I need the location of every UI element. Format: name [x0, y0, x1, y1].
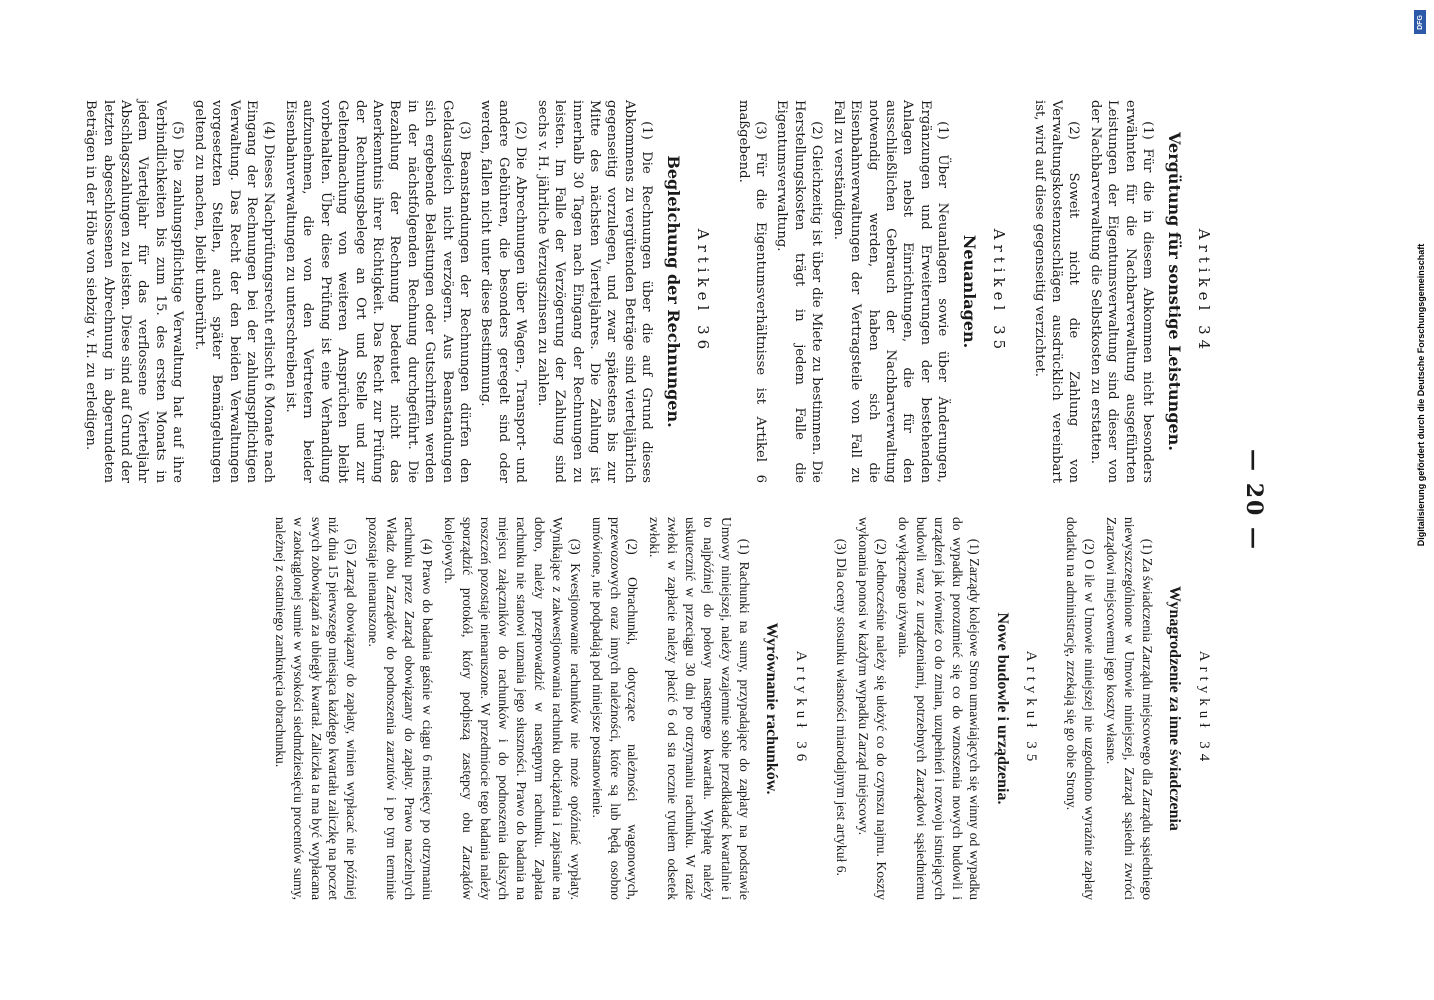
rotated-page-content: [83, 70, 1307, 930]
article-title: Wyrównanie rachunków.: [763, 622, 781, 795]
article-paragraph: (2) Die Abrechnungen über Wagen-, Transport- und andere Gebühren, die besonders geregelt sind oder werden, fallen nicht unter diese Bestimmung.: [478, 100, 529, 483]
article-block: [82, 100, 712, 483]
article-paragraph: (2) Jednocześnie należy się ułożyć co do czynszu najmu. Koszty wykonania ponosi w każdym wypadku Zarząd miejscowy.: [855, 517, 889, 900]
article-block: [1062, 517, 1213, 900]
article-paragraph: (4) Prawo do badania gaśnie w ciągu 6 miesięcy po otrzymaniu rachunku przez Zarząd obowiązany do zapłaty. Prawo naczelnych Władz obu Zarządów do podnoszenia zarzutów i po tym terminie pozostaje nienaruszone.: [366, 517, 436, 900]
article-paragraph: (5) Die zahlungspflichtige Verwaltung hat auf ihre Verbindlichkeiten bis zum 15. des ersten Monats in jedem Vierteljahr für das verflossene Vierteljahr Abschlagszahlungen zu leisten. Diese sind auf Grund der letzten abgeschlossenen Abrechnung in abgerundeten Beträgen in der Höhe von siebzig v. H. zu erledigen.: [83, 100, 186, 483]
article-paragraph: (5) Zarząd obowiązany do zapłaty, winien wypłacać nie później niż dnia 15 pierwszego miesiąca każdego kwartału zaliczkę na poczet swych zobowiązań za ubiegły kwartał. Zaliczka ta ma być wypłacana w zaokrąglonej sumie w wysokości siedmdziesięciu procentów sumy, należnej z ostatniego zamknięcia obrachunku.: [272, 517, 360, 900]
article-paragraph: (1) Zarządy kolejowe Stron umawiających się winny od wypadku do wypadku porozumieć się co do wznoszenia nowych budowli i urządzeń jak również co do zmian, uzupełnień i rozwoju istniejących budowli wraz z urządzeniami, potrzebnych Zarządowi sąsiedniemu do wyłącznego używania.: [895, 517, 983, 900]
article-block: [734, 100, 1008, 483]
page-number: — 20 —: [1241, 449, 1267, 551]
article-number: Artikel 35: [990, 228, 1009, 355]
polish-column: [60, 517, 1223, 900]
article-number: Artykuł 34: [1196, 650, 1212, 767]
article-number: Artykuł 35: [1023, 650, 1040, 767]
article-paragraph: (3) Kwestjonowanie rachunków nie może opóźniać wypłaty. Wynikające z zakwestjonowania rachunku obciążenia i zapisanie na dobro, należy przeprowadzić w następnym rachunku. Zapłata rachunku nie stanowi uznania jego słuszności. Prawo do badania na miejscu załączników do rachunków i do podnoszenia dalszych roszczeń pozostaje nienaruszone. W przedmiocie tego badania należy sporządzić protokół, który podpiszą zastępcy obu Zarządów kolejowych.: [442, 517, 583, 900]
article-paragraph: (1) Über Neuanlagen sowie über Änderungen, Ergänzungen und Erweiterungen der bestehenden Anlagen nebst Einrichtungen, die für den ausschließlichen Gebrauch der Nachbarverwaltung notwendig werden, haben sich die Eisenbahnverwaltungen der Vertragsteile von Fall zu Fall zu verständigen.: [830, 100, 951, 483]
dfg-logo: DFG: [1414, 10, 1426, 34]
article-paragraph: (1) Die Rechnungen über die auf Grund dieses Abkommens zu vergütenden Beträge sind vierteljährlich gegenseitig vorzulegen, und zwar spätestens bis zur Mitte des nächsten Vierteljahres. Die Zahlung ist innerhalb 30 Tagen nach Eingang der Rechnungen zu leisten. Im Falle der Verzögerung der Zahlung sind sechs v. H. jährliche Verzugszinsen zu zahlen.: [534, 100, 655, 483]
credit-text: Digitalisierung gefördert durch die Deutsche Forschungsgemeinschaft: [1416, 243, 1426, 547]
article-number: Artikel 34: [1195, 228, 1213, 355]
article-title: Nowe budowle i urządzenia.: [993, 612, 1011, 805]
article-block: [271, 517, 810, 900]
article-number: Artikel 36: [694, 228, 713, 355]
article-paragraph: (3) Für die Eigentumsverhältnisse ist Artikel 6 maßgebend.: [735, 100, 769, 483]
article-paragraph: (3) Dla oceny stosunku własności miarodajnym jest artykuł 6.: [833, 538, 849, 876]
article-paragraph: (1) Für die in diesem Abkommen nicht besonders erwähnten für die Nachbarverwaltung ausgeführten Leistungen der Eigentumsverwaltung sind dieser von der Nachbarverwaltung die Selbstkosten zu erstatten.: [1087, 100, 1156, 483]
german-column: [60, 100, 1223, 483]
article-paragraph: (1) Za świadczenia Zarządu miejscowego dla Zarządu sąsiedniego niewyszczególnione w Umowie niniejszej, Zarząd sąsiedni zwróci Zarządowi miejscowemu jego koszty własne.: [1104, 517, 1156, 900]
article-paragraph: (4) Dieses Nachprüfungsrecht erlischt 6 Monate nach Eingang der Rechnungen bei der zahlungspflichtigen Verwaltung. Das Recht der den beiden Verwaltungen vorgesetzten Stellen, auch später Bemängelungen geltend zu machen, bleibt unberührt.: [191, 100, 277, 483]
article-block: [1030, 100, 1213, 483]
article-paragraph: (3) Beanstandungen der Rechnungen dürfen den Geldausgleich nicht verzögern. Aus Beanstandungen sich ergebende Belastungen oder Gutschriften werden in der nächstfolgenden Rechnung durchgeführt. Die Bezahlung der Rechnung bedeutet nicht das Anerkenntnis ihrer Richtigkeit. Das Recht zur Prüfung der Rechnungsbelege an Ort und Stelle und zur Geltendmachung von weiteren Ansprüchen bleibt vorbehalten. Über diese Prüfung ist eine Verhandlung aufzunehmen, die von den Vertretern beider Eisenbahnverwaltungen zu unterschreiben ist.: [282, 100, 473, 483]
dfg-credit-line: [1414, 0, 1428, 1000]
article-title: Begleichung der Rechnungen.: [664, 155, 684, 428]
article-block: [832, 517, 1040, 900]
article-title: Wynagrodzenie za inne świadczenia: [1166, 586, 1184, 831]
article-paragraph: (2) Gleichzeitig ist über die Miete zu bestimmen. Die Herstellungskosten trägt in jedem Falle die Eigentumsverwaltung.: [774, 100, 825, 483]
article-paragraph: (2) Soweit nicht die Zahlung von Verwaltungskostenzuschlägen ausdrücklich vereinbart ist, wird auf diese gegenseitig verzichtet.: [1031, 100, 1082, 483]
article-number: Artykuł 36: [793, 650, 809, 767]
article-title: Neuanlagen.: [960, 234, 980, 349]
article-paragraph: (2) Obrachunki, dotyczące należności wagonowych, przewozowych oraz innych należności, które są lub będą osobno umówione, nie podpadają pod niniejsze postanowienie.: [589, 517, 641, 900]
article-title: Vergütung für sonstige Leistungen.: [1165, 132, 1185, 451]
article-paragraph: (2) O ile w Umowie niniejszej nie uzgodniono wyraźnie zapłaty dodatku na administrację, zrzekają się go obie Strony.: [1064, 517, 1098, 900]
article-paragraph: (1) Rachunki na sumy, przypadające do zapłaty na podstawie Umowy niniejszej, należy wzajemnie sobie przedkładać kwartalnie i to najpóźniej do połowy następnego kwartału. Wypłatę należy uskutecznić w przeciągu 30 dni po otrzymaniu rachunku. W razie zwłoki w zapłacie należy płacić 6 od sta rocznie tytułem odsetek zwłoki.: [647, 517, 753, 900]
